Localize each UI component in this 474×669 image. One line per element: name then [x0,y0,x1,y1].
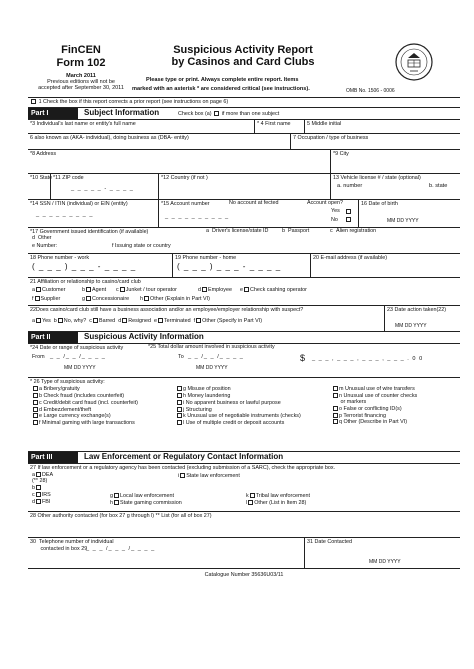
from-date-input[interactable]: _ _ /_ _ /_ _ _ _ [50,354,106,360]
last-name-label: *3 Individual's last name or entity's full name [30,121,136,127]
total-amount-label: *25 Total dollar amount involved in suspicious activity [148,344,275,350]
vehicle-license-label: 13 Vehicle license # / state (optional) [333,175,421,181]
ssn-row [28,199,460,227]
other-authority-field[interactable] [28,512,460,537]
aka-label: 6 also known as (AKA- individual), doing business as (DBA- entity) [30,135,189,141]
le-b-letter: b [32,484,35,491]
amount-input[interactable]: _ _ _ , _ _ _ , _ _ _ , _ _ _ . 0 0 [312,356,424,362]
address-row [28,149,460,173]
affiliation-a [32,287,65,294]
instructions [132,76,372,94]
passport-letter: b [282,228,285,234]
gaming-commission-label: State gaming commission [120,499,182,506]
contact-phone-label: 30 Telephone number of individual contacted in box 29 [30,539,114,552]
activity-checkbox-m[interactable] [333,386,338,391]
last-name-field[interactable] [28,120,254,133]
account-label: *15 Account number [161,201,210,207]
item-1-label: 1 Check the box if this report corrects a prior report (see instructions on page 6) [38,99,229,105]
other-authority-checkbox[interactable] [248,500,253,505]
le-col-4 [246,493,310,507]
employee-checkbox[interactable] [202,287,207,292]
state-zip-row [28,173,460,199]
action-date-format: MM DD YYYY [395,323,427,329]
activity-type-row [28,377,460,451]
le-i[interactable] [178,473,240,480]
other-relationship-label: Other (Specify in Part VI) [202,317,263,324]
barred-checkbox[interactable] [93,318,98,323]
item-1-row [28,97,460,107]
affiliation-h [140,296,210,303]
activity-checkbox-o[interactable] [333,406,338,411]
multi-subject-label-b: if more than one subject [221,111,280,117]
le-c-letter: c [32,491,35,498]
drivers-license-letter: a [206,228,209,234]
concessionaire-checkbox[interactable] [86,296,91,301]
relationship-no-label: No [63,317,71,324]
first-name-label: * 4 First name [257,121,291,127]
activity-checkbox-b[interactable] [33,393,38,398]
other-id-label: Other [38,235,52,241]
activity-date-label: *24 Date or range of suspicious activity [30,345,124,351]
alien-reg-letter: c [330,228,333,234]
government-id-label: *17 Government issued identification (if available) [30,229,149,235]
first-name-field[interactable] [254,120,304,133]
other-affiliation-checkbox[interactable] [144,296,149,301]
relationship-yes-checkbox[interactable] [36,318,41,323]
part-2-tag: Part II [28,332,78,344]
account-yes-label: Yes [331,208,340,214]
city-field[interactable] [330,150,460,173]
relationship-label: 22Does casino/card club still have a business association and/or an employee/employer relationship with suspect? [30,307,304,313]
activity-checkbox-f[interactable] [33,420,38,425]
activity-label-q: q Other (Describe in Part VI) [339,419,408,426]
country-label: *12 Country (if not ) [161,175,208,181]
activity-label-n: n Unusual use of counter checks [339,392,418,399]
date-contacted-format: MM DD YYYY [369,559,401,565]
activity-checkbox-j[interactable] [177,407,182,412]
relationship-yes-label: Yes [42,317,51,324]
drivers-license-label: Driver's license/state ID [212,228,269,234]
activity-checkbox-q[interactable] [333,419,338,424]
other-authority-row-label: 28 Other authority contacted (for box 27 g through l) ** List (for all of box 27) [30,513,212,519]
account-no [345,217,352,223]
affiliation-field [28,278,460,305]
tribal-le-checkbox[interactable] [250,493,255,498]
fbi-checkbox[interactable] [36,499,41,504]
dea-label: DEA [42,471,54,478]
affiliation-f-label: Supplier [40,295,61,302]
work-phone-label: 18 Phone number - work [30,255,90,261]
activity-label-d: d Embezzlement/theft [39,406,92,413]
part-1-tag: Part I [28,108,78,120]
relationship-b-letter: b [53,317,57,324]
relationship-options [32,318,262,325]
activity-label-n-cont: or markers [339,398,367,405]
state-field[interactable] [28,174,53,199]
resigned-checkbox[interactable] [122,318,127,323]
date-contacted-label: 31 Date Contacted [307,539,352,545]
vehicle-license-field[interactable] [330,174,460,199]
agency-name: FinCEN [61,44,101,56]
dob-label: 16 Date of birth [361,201,398,207]
state-label: *10 State [30,175,53,181]
affiliation-e [240,287,307,294]
other-authority-label: Other (List in Item 28) [254,499,307,506]
part-1-bar [28,107,460,119]
affiliation-row [28,277,460,305]
name-row [28,119,460,133]
state-le-label: State law enforcement [186,472,240,479]
activity-checkbox-d[interactable] [33,407,38,412]
check-cashing-checkbox[interactable] [244,287,249,292]
alien-reg-label: Alien registration [336,228,377,234]
account-boxes: _ _ _ _ _ _ _ _ _ _ [165,214,230,220]
affiliation-b-letter: b [82,286,85,293]
law-enforcement-field [28,464,460,511]
issuing-state-label: f Issuing state or country [112,243,171,249]
action-date-label: 23 Date action taken(22) [387,307,447,313]
le-l[interactable] [246,500,310,507]
activity-checkbox-k[interactable] [177,413,182,418]
activity-checkbox-c[interactable] [33,400,38,405]
activity-item-l[interactable] [176,420,301,427]
activity-label-m: m Unusual use of wire transfers [339,385,415,392]
account-yes-checkbox[interactable] [346,209,351,214]
le-col-2 [178,473,240,480]
ssn-field[interactable] [28,200,158,227]
le-h-letter: h [110,499,113,506]
activity-label-f: f Minimal gaming with large transactions [39,420,135,427]
form-title [138,44,348,68]
country-field[interactable] [158,174,330,199]
home-phone-boxes: ( _ _ _ ) _ _ _ - _ _ _ _ [177,262,282,271]
part-3-bar [28,451,460,463]
multi-subject-checkbox[interactable] [214,111,219,116]
other-relationship-checkbox[interactable] [193,317,201,324]
occupation-label: 7 Occupation / type of business [293,135,369,141]
title-line-2: by Casinos and Card Clubs [171,56,315,69]
terminated-label: Terminated [163,317,191,324]
irs-checkbox[interactable] [36,492,41,497]
le-h[interactable] [110,500,182,507]
part-1-multi-check [178,111,279,118]
le-col-1 [32,472,53,505]
account-yes [345,209,352,215]
affiliation-h-label: Other (Explain in Part VI) [150,295,210,302]
affiliation-a-letter: a [32,286,35,293]
resigned-label: Resigned [128,317,151,324]
affiliation-g-letter: g [82,295,85,302]
relationship-e-letter: e [153,317,157,324]
account-no-checkbox[interactable] [346,217,351,222]
part-3-tag: Part III [28,452,78,464]
affiliation-g-label: Concessionaire [92,295,130,302]
form-number: Form 102 [56,57,106,70]
activity-col-2 [176,386,301,427]
agency-block [36,44,126,91]
relationship-f-letter: f [193,317,196,324]
to-date-input[interactable]: _ _ /_ _ /_ _ _ _ [188,354,244,360]
tribal-le-label: Tribal law enforcement [255,492,311,499]
middle-initial-field[interactable] [304,120,460,133]
government-id-field[interactable] [28,228,460,253]
to-label: To [178,354,184,360]
aka-field[interactable] [28,134,290,149]
date-contacted-field[interactable] [304,538,460,568]
contact-row [28,537,460,569]
le-i-letter: i [178,472,180,479]
activity-label-b: b Check fraud (includes counterfeit) [39,392,125,399]
id-number-label: e Number: [32,243,58,249]
phone-row [28,253,460,277]
action-date-field[interactable] [384,306,460,331]
activity-checkbox-g[interactable] [177,386,182,391]
middle-initial-label: 5 Middle initial [307,121,342,127]
activity-label-o: o False or conflicting ID(s) [339,405,402,412]
le-l-letter: l [246,499,248,506]
activity-col-3 [332,386,417,426]
affiliation-a-label: Customer [42,286,66,293]
activity-checkbox-l[interactable] [177,420,182,425]
activity-checkbox-p[interactable] [333,413,338,418]
email-label: 20 E-mail address (if available) [313,255,388,261]
terminated-checkbox[interactable] [158,318,163,323]
activity-checkbox-e[interactable] [33,413,38,418]
occupation-field[interactable] [290,134,460,149]
affiliation-b-label: Agent [92,286,107,293]
activity-checkbox-h[interactable] [177,393,182,398]
vehicle-license-number-label: a. number [337,183,363,189]
other-authority-row [28,511,460,537]
form-date: March 2011 [66,73,96,80]
affiliation-g [82,296,129,303]
barred-label: Barred [99,317,116,324]
activity-item-f[interactable] [32,420,138,427]
from-label: From [32,354,45,360]
relationship-why-label: , why? [70,317,87,324]
other-id-letter: d [32,235,35,241]
treasury-seal-icon [394,42,434,82]
affiliation-label: 21 Affiliation or relationship to casino/card club [30,279,141,285]
zip-boxes: _ _ _ _ _ - _ _ _ _ [71,186,134,192]
affiliation-e-label: Check cashing operator [250,286,307,293]
part-1-heading: Subject Information [84,108,160,117]
le-k-letter: k [246,492,249,499]
affiliation-h-letter: h [140,295,143,302]
account-open-label: Account open? [307,200,343,206]
local-le-checkbox[interactable] [114,493,119,498]
gaming-commission-checkbox[interactable] [114,500,119,505]
relationship-c-letter: c [89,317,92,324]
affiliation-f [32,296,60,303]
work-phone-boxes: ( _ _ _ ) _ _ _ - _ _ _ _ [32,262,137,271]
home-phone-label: 19 Phone number - home [175,255,237,261]
activity-checkbox-a[interactable] [33,386,38,391]
affiliation-d [198,287,232,294]
activity-checkbox-n[interactable] [333,393,338,398]
contact-phone-field[interactable] [28,538,304,568]
activity-item-q[interactable] [332,419,417,426]
relationship-no-checkbox[interactable] [58,318,63,323]
account-no-label: No [331,217,338,223]
zip-label: *11 ZIP code [53,175,84,181]
zip-field[interactable] [50,174,158,199]
to-date-format: MM DD YYYY [196,365,228,371]
ssn-label: *14 SSN / ITIN (individual) or EIN (entity) [30,201,128,207]
catalogue-number: Catalogue Number 35636U03/11 [204,572,284,578]
title-line-1: Suspicious Activity Report [173,44,313,56]
vehicle-license-state-label: b. state [429,183,448,189]
le-a-letter: a [32,471,35,478]
from-date-format: MM DD YYYY [64,365,96,371]
address-label: *8 Address [30,151,57,157]
activity-label-h: h Money laundering [183,392,231,399]
activity-label-j: j Structuring [183,406,212,413]
aka-row [28,133,460,149]
instruction-line-1: Please type or print. Always complete entire report. Items [146,77,299,83]
edition-note-2: accepted after September 30, 2011 [38,85,124,92]
le-g-letter: g [110,492,113,499]
relationship-row [28,305,460,331]
affiliation-d-label: Employee [208,286,232,293]
activity-type-field [28,378,460,451]
activity-label-c: c Credit/debit card fraud (incl. counterfeit) [39,399,138,406]
dea-checkbox[interactable] [36,472,41,477]
part-3-heading: Law Enforcement or Regulatory Contact Information [84,452,284,461]
le-b-checkbox[interactable] [36,485,41,490]
activity-date-field [28,344,460,377]
law-enforcement-label: 27 If law enforcement or a regulatory agency has been contacted (excluding submission of a SARC), check the appropriate box. [30,465,336,471]
ssn-boxes: _ _ _ _ _ _ _ _ _ [36,212,94,218]
supplier-checkbox[interactable] [35,296,40,301]
le-d[interactable] [32,499,53,506]
affiliation-b [82,287,106,294]
activity-type-label: * 26 Type of suspicious activity: [30,379,105,385]
customer-checkbox[interactable] [36,287,41,292]
multi-subject-label-a: Check box (a) [178,111,212,117]
activity-label-g: g Misuse of position [183,385,231,392]
le-asterisk-note: (** 28) [32,477,48,484]
le-d-letter: d [32,498,35,505]
email-field[interactable] [310,254,460,277]
date-amount-row [28,343,460,377]
sar-form [28,42,460,579]
correction-checkbox[interactable] [31,99,36,104]
address-field[interactable] [28,150,330,173]
law-enforcement-row [28,463,460,511]
id-row [28,227,460,253]
part-2-bar [28,331,460,343]
omb-number: OMB No. 1506 - 0006 [346,88,395,94]
fbi-label: FBI [42,498,51,505]
activity-checkbox-i[interactable] [177,400,182,405]
state-le-checkbox[interactable] [180,473,185,478]
activity-label-p: p Terrorist financing [339,412,386,419]
activity-label-l: l Use of multiple credit or deposit accounts [183,420,285,427]
contact-phone-boxes: _ _ _ /_ _ _ /_ _ _ _ [86,546,156,552]
form-header [28,42,460,97]
dob-field[interactable] [358,200,460,227]
edition-note-1: Previous editions will not be [47,79,115,86]
activity-label-i: i No apparent business or lawful purpose [183,399,281,406]
account-field[interactable] [158,200,358,227]
agent-checkbox[interactable] [86,287,91,292]
relationship-d-letter: d [118,317,122,324]
affiliation-d-letter: d [198,286,201,293]
dob-format: MM DD YYYY [387,218,419,224]
part-2-heading: Suspicious Activity Information [84,332,204,341]
affiliation-c [116,287,177,294]
home-phone-field[interactable] [172,254,310,277]
dollar-sign: $ [300,353,306,363]
work-phone-field[interactable] [28,254,172,277]
item-1 [28,98,230,107]
relationship-a-letter: a [32,317,35,324]
affiliation-c-letter: c [116,286,119,293]
relationship-field [28,306,384,331]
city-label: *9 City [333,151,349,157]
activity-label-e: e Large currency exchange(s) [39,413,111,420]
activity-col-1 [32,386,138,427]
local-le-label: Local law enforcement [120,492,174,499]
activity-label-k: k Unusual use of negotiable instruments (checks) [183,413,301,420]
instruction-line-2: marked with an asterisk * are considered critical (see instructions). [132,85,310,92]
le-col-3 [110,493,182,507]
no-account-label: No account at fected [229,200,279,206]
activity-label-a: a Bribery/gratuity [39,385,80,392]
passport-label: Passport [288,228,310,234]
irs-label: IRS [41,491,51,498]
affiliation-f-letter: f [32,295,34,302]
affiliation-c-label: Junket / tour operator [125,286,177,293]
junket-checkbox[interactable] [120,287,125,292]
affiliation-e-letter: e [240,286,243,293]
